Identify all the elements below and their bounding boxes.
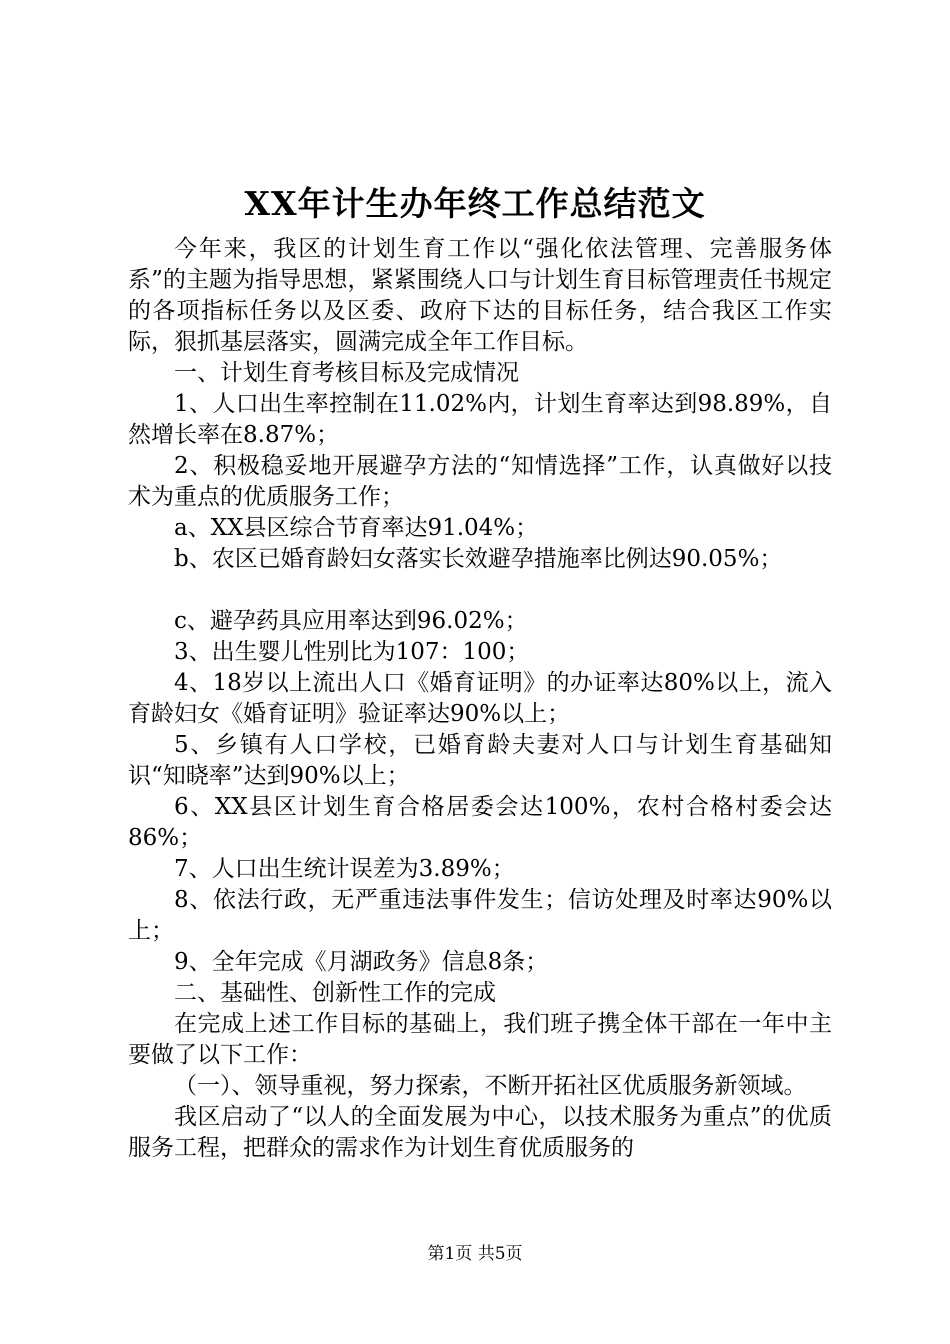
body-paragraph: 2、积极稳妥地开展避孕方法的“知情选择”工作，认真做好以技术为重点的优质服务工作；	[128, 453, 832, 510]
body-paragraph: 6、XX县区计划生育合格居委会达100%，农村合格村委会达86%；	[128, 794, 832, 851]
body-paragraph: a、XX县区综合节育率达91.04%；	[174, 515, 539, 541]
body-paragraph: 今年来，我区的计划生育工作以“强化依法管理、完善服务体系”的主题为指导思想，紧紧围绕人口与计划生育目标管理责任书规定的各项指标任务以及区委、政府下达的目标任务，结合我区工作实际，狠抓基层落实，圆满完成全年工作目标。	[128, 236, 832, 355]
body-paragraph: 在完成上述工作目标的基础上，我们班子携全体干部在一年中主要做了以下工作：	[128, 1011, 832, 1068]
section-heading: 一、计划生育考核目标及完成情况	[174, 360, 519, 386]
body-paragraph: 3、出生婴儿性别比为107：100；	[174, 639, 530, 665]
document-title: XX年计生办年终工作总结范文	[244, 184, 706, 223]
document-body	[128, 234, 832, 1164]
page-indicator: 第1页 共5页	[427, 1244, 523, 1264]
body-paragraph: 1、人口出生率控制在11.02%内，计划生育率达到98.89%，自然增长率在8.87%；	[128, 391, 832, 448]
subsection-heading: （一）、领导重视，努力探索，不断开拓社区优质服务新领域。	[174, 1073, 807, 1099]
body-paragraph: b、农区已婚育龄妇女落实长效避孕措施率比例达90.05%；	[174, 546, 783, 572]
section-heading: 二、基础性、创新性工作的完成	[174, 980, 496, 1006]
body-paragraph: 7、人口出生统计误差为3.89%；	[174, 856, 515, 882]
body-paragraph: c、避孕药具应用率达到96.02%；	[174, 608, 528, 634]
body-paragraph: 5、乡镇有人口学校，已婚育龄夫妻对人口与计划生育基础知识“知晓率”达到90%以上；	[128, 732, 832, 789]
body-paragraph: 8、依法行政，无严重违法事件发生；信访处理及时率达90%以上；	[128, 887, 832, 944]
body-paragraph: 9、全年完成《月湖政务》信息8条；	[174, 949, 549, 975]
body-paragraph: 4、18岁以上流出人口《婚育证明》的办证率达80%以上，流入育龄妇女《婚育证明》验证率达90%以上；	[128, 670, 832, 727]
body-paragraph: 我区启动了“以人的全面发展为中心，以技术服务为重点”的优质服务工程，把群众的需求作为计划生育优质服务的	[128, 1104, 832, 1161]
